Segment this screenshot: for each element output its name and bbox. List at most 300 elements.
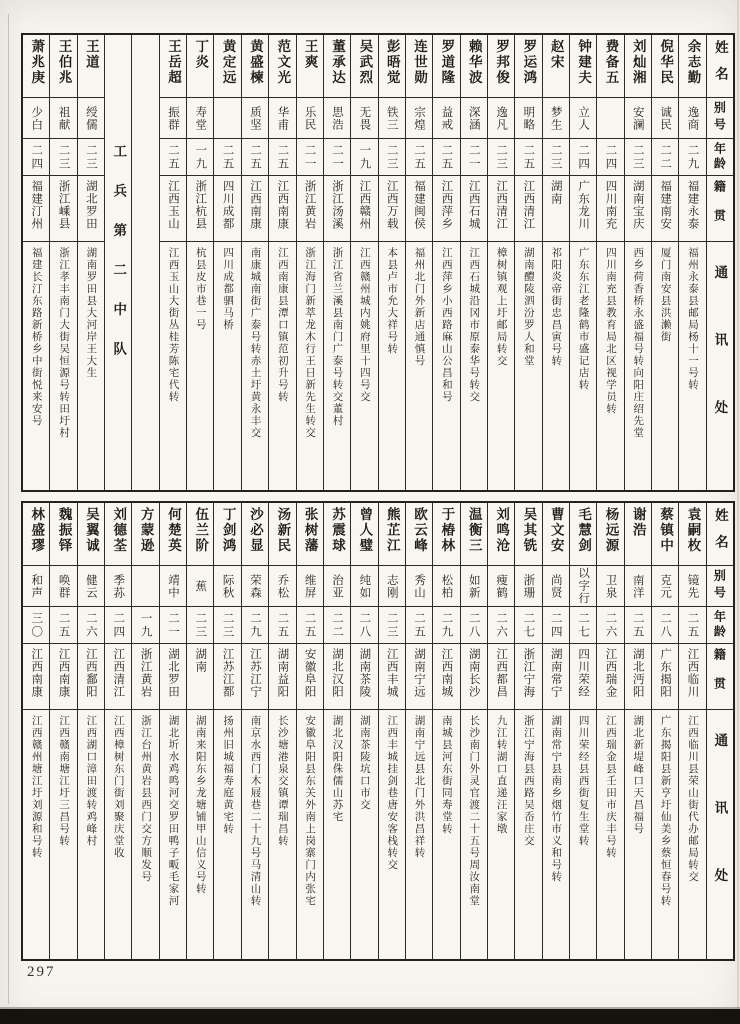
person-address-cell [515,709,541,959]
person-alias-cell [625,565,651,606]
person-address-text: 长沙塘港泉交镇谭瑞昌转 [276,715,288,847]
person-age-text: 二三 [57,143,70,171]
person-name-text: 董承达 [330,39,346,86]
person-origin-text: 湖南长沙 [467,648,480,698]
person-origin-text: 浙江杭县 [194,180,207,230]
person-origin-cell [214,643,240,709]
person-name-text: 赖华波 [466,39,482,86]
person-column [651,35,678,490]
person-address-cell [351,709,377,959]
person-origin-cell [679,643,705,709]
person-alias-cell [50,97,76,138]
person-name-cell [214,503,240,565]
person-origin-text: 安徽阜阳 [303,648,316,698]
person-age-text: 二五 [166,143,179,171]
header-alias-text: 别号 [712,569,727,603]
person-address-cell [652,241,678,490]
person-name-text: 欧云峰 [412,507,428,554]
person-age-text: 二九 [440,611,453,639]
person-age-text: 二五 [413,143,426,171]
person-address-text: 福建长汀东路新桥乡中街悦来安号 [30,247,42,427]
person-column [542,503,569,959]
person-age-text: 二四 [549,611,562,639]
person-address-cell [187,709,213,959]
person-alias-text: 治亚 [331,573,344,599]
person-column [596,35,623,490]
person-alias-cell [461,565,487,606]
person-age-cell [543,138,569,175]
person-name-text: 杨远源 [603,507,619,554]
directory-table [21,33,735,961]
header-alias-cell [707,97,733,138]
person-alias-text: 秀山 [413,573,426,599]
person-name-text: 王道 [83,39,99,70]
person-address-text: 湖北新堤峰口天昌福号 [632,715,644,835]
person-origin-cell [23,643,49,709]
person-column [378,503,405,959]
person-origin-text: 湖南茶陵 [358,648,371,698]
person-name-cell [570,503,596,565]
person-address-text: 樟树镇观上圩邮局转交 [495,247,507,367]
person-address-text: 安徽阜阳县东关外南上岗寨门内张宅 [304,715,316,907]
header-name-text: 姓名 [712,39,728,93]
person-age-cell [269,606,295,643]
person-address-cell [78,709,104,959]
person-address-text: 本县卢市允大祥号转 [386,247,398,355]
person-alias-text: 南洋 [631,573,644,599]
person-origin-text: 江苏江都 [221,648,234,698]
person-alias-text: 立人 [577,105,590,131]
person-name-text: 丁剑鸿 [220,507,236,554]
person-name-text: 方蒙逊 [138,507,154,554]
person-age-text: 一九 [194,143,207,171]
person-address-text: 湖南醴陵泗汾罗人和堂 [522,247,534,367]
person-age-cell [214,138,240,175]
person-address-text: 九江转湖口直递汪家墩 [495,715,507,835]
person-origin-cell [679,175,705,241]
blank-column [131,35,158,490]
person-origin-cell [570,175,596,241]
person-alias-text: 如新 [467,573,480,599]
page-edge-line [8,14,9,1004]
person-address-cell [269,709,295,959]
person-age-text: 二三 [194,611,207,639]
person-origin-text: 四川成都 [221,180,234,230]
person-name-cell [652,35,678,97]
person-alias-cell [23,565,49,606]
person-name-text: 吴其铣 [521,507,537,554]
person-origin-cell [597,643,623,709]
person-origin-text: 浙江汤溪 [331,180,344,230]
person-origin-cell [132,643,158,709]
person-origin-text: 福建闽侯 [413,180,426,230]
person-name-text: 苏震球 [330,507,346,554]
person-origin-text: 江西清江 [495,180,508,230]
person-origin-cell [50,175,76,241]
person-alias-cell [160,565,186,606]
person-column [77,35,104,490]
person-age-cell [652,138,678,175]
person-origin-cell [652,643,678,709]
person-name-text: 彭晤觉 [384,39,400,86]
person-origin-text: 福建永泰 [686,180,699,230]
person-origin-text: 浙江宁海 [522,648,535,698]
person-name-cell [187,35,213,97]
person-address-text: 湖南罗田县大河岸王大生 [85,247,97,379]
person-address-cell [78,241,104,490]
person-address-cell [105,709,131,959]
person-origin-cell [324,175,350,241]
person-age-cell [515,138,541,175]
person-age-cell [297,606,323,643]
section-top [21,33,735,492]
header-age-text: 年龄 [712,610,727,640]
person-name-cell [50,35,76,97]
person-origin-text: 湖南常宁 [549,648,562,698]
header-name-cell [707,35,733,97]
person-address-cell [351,241,377,490]
person-alias-text: 宗煌 [413,105,426,131]
person-alias-cell [50,565,76,606]
person-age-text: 二四 [30,143,43,171]
person-alias-cell [214,97,240,138]
person-name-text: 倪华民 [658,39,674,86]
person-alias-text: 卫泉 [604,573,617,599]
person-age-text: 二五 [522,143,535,171]
person-age-text: 二五 [440,143,453,171]
person-address-text: 江西萍乡小西路麻山公昌和号 [440,247,452,403]
person-origin-text: 湖南宁远 [413,648,426,698]
person-alias-cell [187,565,213,606]
person-address-text: 湖北汉阳侏儒山苏宅 [331,715,343,823]
person-name-text: 曹文安 [548,507,564,554]
person-alias-cell [543,565,569,606]
person-alias-text: 唤群 [57,573,70,599]
person-age-cell [187,606,213,643]
person-column [569,503,596,959]
person-origin-cell [379,175,405,241]
person-age-cell [50,138,76,175]
person-origin-cell [242,643,268,709]
person-column [432,35,459,490]
person-origin-cell [297,175,323,241]
person-address-cell [679,241,705,490]
person-address-text: 江西临川县荣山街代办邮局转交 [686,715,698,883]
person-name-cell [269,35,295,97]
person-origin-cell [488,643,514,709]
person-alias-text: 祖献 [57,105,70,131]
person-origin-text: 湖北罗田 [84,180,97,230]
person-age-cell [78,138,104,175]
person-address-text: 四川荣经县西街复生堂转 [577,715,589,847]
person-origin-text: 江西南康 [248,180,261,230]
person-column [213,503,240,959]
person-age-cell [488,138,514,175]
person-column [131,503,158,959]
person-name-cell [406,35,432,97]
person-origin-cell [160,643,186,709]
person-name-cell [23,503,49,565]
person-name-cell [105,503,131,565]
person-address-text: 四川南充县教育局北区视学员转 [604,247,616,415]
person-address-text: 福州北门外新店通慎号 [413,247,425,367]
person-alias-cell [433,97,459,138]
person-alias-cell [433,565,459,606]
person-origin-text: 广东揭阳 [659,648,672,698]
person-age-text: 二五 [57,611,70,639]
person-alias-cell [679,97,705,138]
person-origin-cell [406,643,432,709]
person-name-text: 吴翼诚 [83,507,99,554]
person-origin-text: 江西万载 [385,180,398,230]
person-alias-text: 荣森 [248,573,261,599]
page-edge-shadow [737,0,739,1010]
person-age-cell [324,606,350,643]
person-alias-cell [242,565,268,606]
person-alias-cell [597,97,623,138]
person-age-cell [406,606,432,643]
person-alias-cell [515,97,541,138]
person-alias-text: 志刚 [385,573,398,599]
person-origin-cell [324,643,350,709]
person-age-text: 二六 [84,611,97,639]
person-name-cell [269,503,295,565]
person-address-cell [242,709,268,959]
divider-column [104,35,131,490]
person-origin-text: 湖南 [194,648,207,673]
person-alias-cell [214,565,240,606]
person-alias-text: 浙珊 [522,573,535,599]
blank-spacer-cell [132,35,158,490]
person-alias-cell [625,97,651,138]
person-name-cell [406,503,432,565]
person-age-cell [433,606,459,643]
person-address-cell [433,709,459,959]
person-alias-cell [406,565,432,606]
person-name-cell [297,35,323,97]
person-name-text: 王岳超 [165,39,181,86]
person-name-text: 毛慧剑 [576,507,592,554]
person-alias-text: 乐民 [303,105,316,131]
person-alias-text: 维屏 [303,573,316,599]
person-origin-text: 浙江黄岩 [303,180,316,230]
person-address-text: 南城县河东街同寿堂转 [440,715,452,835]
person-name-cell [324,503,350,565]
person-age-text: 二九 [248,611,261,639]
person-alias-cell [23,97,49,138]
person-address-cell [543,241,569,490]
person-age-cell [379,606,405,643]
person-alias-text: 和声 [30,573,43,599]
person-address-text: 南康城南街广泰号转赤土圩黄永丰交 [249,247,261,439]
person-column [323,35,350,490]
person-origin-text: 江西赣州 [358,180,371,230]
person-column [405,35,432,490]
person-origin-cell [652,175,678,241]
person-alias-text: 靖中 [166,573,179,599]
person-origin-text: 江西南康 [276,180,289,230]
person-age-cell [570,138,596,175]
person-name-cell [652,503,678,565]
person-address-cell [297,709,323,959]
person-name-cell [488,503,514,565]
person-name-text: 丁炎 [193,39,209,70]
person-name-cell [214,35,240,97]
unit-divider-cell [105,35,131,490]
person-name-text: 黄盛楝 [247,39,263,86]
person-origin-text: 江西南康 [30,648,43,698]
person-age-text: 二二 [331,611,344,639]
person-origin-cell [269,643,295,709]
person-name-cell [461,35,487,97]
person-column [678,35,705,490]
person-address-cell [160,241,186,490]
person-name-cell [351,35,377,97]
person-address-cell [488,241,514,490]
person-origin-text: 四川南充 [604,180,617,230]
person-address-cell [597,709,623,959]
person-origin-text: 江西玉山 [166,180,179,230]
person-origin-cell [78,175,104,241]
person-alias-cell [160,97,186,138]
person-column [596,503,623,959]
person-name-cell [379,35,405,97]
scan-artifact-band [0,1009,740,1024]
person-address-cell [597,241,623,490]
person-name-text: 刘鸣沧 [494,507,510,554]
person-address-text: 浙江台州黄岩县西门交方顺发号 [140,715,152,883]
person-name-cell [488,35,514,97]
person-age-text: 二五 [276,143,289,171]
person-age-cell [515,606,541,643]
person-age-text: 一九 [358,143,371,171]
person-age-cell [488,606,514,643]
person-name-cell [242,35,268,97]
person-alias-text: 少白 [30,105,43,131]
person-address-cell [570,241,596,490]
person-age-text: 二八 [659,611,672,639]
person-alias-cell [570,565,596,606]
person-name-cell [50,503,76,565]
header-origin-cell [707,175,733,241]
person-name-text: 汤新民 [275,507,291,554]
header-column [706,35,733,490]
person-address-cell [679,709,705,959]
person-age-text: 二四 [577,143,590,171]
person-age-cell [570,606,596,643]
person-name-text: 熊芷江 [384,507,400,554]
person-age-cell [625,606,651,643]
person-alias-cell [488,565,514,606]
person-name-cell [23,35,49,97]
person-alias-cell [570,97,596,138]
person-column [241,503,268,959]
person-name-text: 费备五 [603,39,619,86]
person-age-text: 二九 [686,143,699,171]
person-alias-text: 纯如 [358,573,371,599]
header-origin-text: 籍贯 [712,179,727,238]
person-column [23,35,49,490]
person-address-text: 浙江海门新萃龙木行王日新先生转交 [304,247,316,439]
person-address-text: 浙江省兰溪县南门广泰号转交董村 [331,247,343,427]
person-age-cell [679,606,705,643]
person-column [514,503,541,959]
person-name-cell [160,35,186,97]
person-origin-cell [515,175,541,241]
person-address-cell [406,241,432,490]
person-origin-cell [297,643,323,709]
person-column [49,35,76,490]
person-address-text: 湖南常宁县南乡烟竹市义和号转 [550,715,562,883]
person-address-cell [652,709,678,959]
person-alias-text: 蕉 [194,579,207,593]
person-age-cell [679,138,705,175]
person-age-text: 二一 [331,143,344,171]
person-age-cell [351,606,377,643]
person-column [323,503,350,959]
person-alias-cell [597,565,623,606]
person-origin-text: 江西临川 [686,648,699,698]
person-age-text: 二三 [549,143,562,171]
person-age-cell [160,138,186,175]
person-name-cell [379,503,405,565]
person-name-text: 谢浩 [630,507,646,538]
person-name-cell [461,503,487,565]
person-origin-text: 江西清江 [522,180,535,230]
person-origin-cell [78,643,104,709]
person-name-text: 温衡三 [466,507,482,554]
person-address-cell [324,241,350,490]
person-age-cell [23,138,49,175]
person-address-cell [324,709,350,959]
person-name-cell [515,35,541,97]
person-address-cell [406,709,432,959]
person-name-text: 张树藩 [302,507,318,554]
person-name-text: 罗道隆 [439,39,455,86]
person-column [213,35,240,490]
person-age-text: 二三 [495,143,508,171]
person-column [186,35,213,490]
person-age-cell [105,606,131,643]
person-name-cell [515,503,541,565]
person-origin-cell [570,643,596,709]
person-column [23,503,49,959]
person-address-text: 扬州旧城福寿庭黄宅转 [222,715,234,835]
person-name-text: 蔡镇中 [658,507,674,554]
person-column [624,503,651,959]
person-address-text: 江西南康县潭口镇范初升号转 [276,247,288,403]
person-alias-cell [679,565,705,606]
person-address-text: 浙江宁海县西路吴岙庄交 [522,715,534,847]
person-age-text: 二三 [385,143,398,171]
person-address-text: 浙江孝丰南门大街吴恒源号转田圩村 [58,247,70,439]
person-address-cell [214,709,240,959]
person-origin-cell [406,175,432,241]
person-alias-text: 深涵 [467,105,480,131]
person-alias-cell [351,97,377,138]
person-alias-text: 寿堂 [194,105,207,131]
person-age-text: 二三 [385,611,398,639]
person-address-cell [132,709,158,959]
person-origin-cell [461,643,487,709]
person-address-cell [214,241,240,490]
person-column [159,503,186,959]
person-name-cell [679,35,705,97]
person-address-text: 江西玉山大街丛桂芳陈宅代转 [167,247,179,403]
header-address-cell [707,241,733,490]
person-address-text: 长沙南门外灵官渡二十五号周汝南堂 [468,715,480,907]
person-alias-cell [515,565,541,606]
